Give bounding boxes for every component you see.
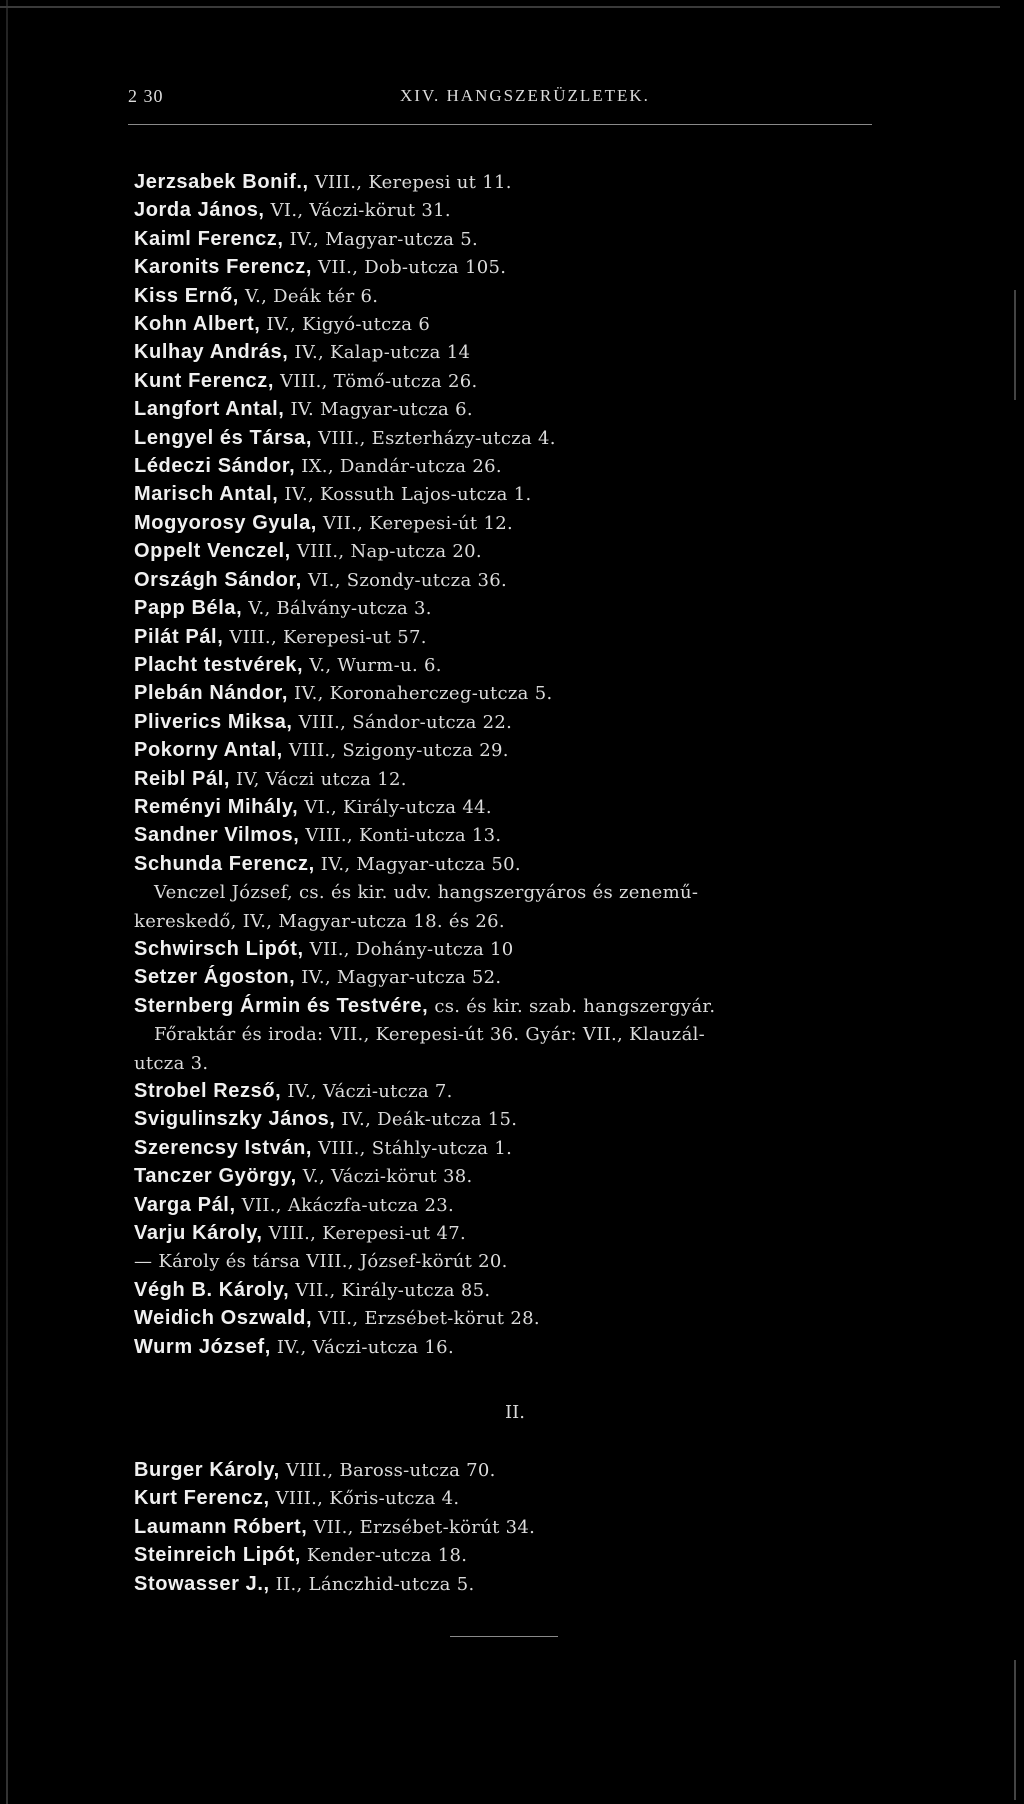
entry-name: Svigulinszky János, bbox=[134, 1108, 336, 1131]
directory-entry bbox=[134, 367, 914, 395]
directory-entry bbox=[134, 594, 914, 622]
directory-entry bbox=[134, 1162, 914, 1190]
entry-address: VIII., Kerepesi ut 11. bbox=[308, 172, 512, 193]
directory-entry bbox=[134, 1333, 914, 1361]
entry-name: Weidich Oszwald, bbox=[134, 1307, 313, 1330]
entry-address: VIII., Kerepesi-ut 47. bbox=[262, 1223, 467, 1245]
entry-name: Setzer Ágoston, bbox=[134, 966, 296, 989]
entry-name: Kohn Albert, bbox=[134, 313, 261, 336]
entry-name: Jorda János, bbox=[134, 199, 265, 222]
entry-address: IV., Kalap-utcza 14 bbox=[288, 342, 471, 364]
entry-address: IV., Koronaherczeg-utcza 5. bbox=[288, 683, 553, 705]
directory-entry bbox=[134, 509, 914, 537]
directory-entry bbox=[134, 992, 914, 1020]
directory-entry bbox=[134, 793, 914, 821]
entry-address: Kender-utcza 18. bbox=[300, 1545, 468, 1567]
entry-address: VII., Erzsébet-körut 28. bbox=[312, 1308, 540, 1330]
entry-name: Kulhay András, bbox=[134, 341, 289, 364]
header-rule bbox=[128, 124, 872, 125]
entry-address: VIII., Kőris-utcza 4. bbox=[269, 1488, 460, 1510]
directory-entry bbox=[134, 850, 914, 878]
directory-entry bbox=[134, 935, 914, 963]
entry-name: Pilát Pál, bbox=[134, 625, 224, 648]
entry-address: V., Deák tér 6. bbox=[238, 285, 379, 307]
entry-address: II., Lánczhid-utcza 5. bbox=[269, 1573, 475, 1595]
entry-address: VI., Váczi-körut 31. bbox=[264, 200, 451, 222]
directory-entry bbox=[134, 566, 914, 594]
entry-address: IV., Kossuth Lajos-utcza 1. bbox=[278, 484, 532, 506]
entry-name: Reményi Mihály, bbox=[134, 795, 299, 818]
directory-entry bbox=[134, 395, 914, 423]
directory-entry bbox=[134, 1219, 914, 1247]
entry-name: Reibl Pál, bbox=[134, 767, 231, 790]
entry-address: IV., Magyar-utcza 52. bbox=[295, 967, 502, 989]
scan-edge-top bbox=[0, 6, 1000, 8]
entry-address: VIII., Konti-utcza 13. bbox=[299, 825, 502, 847]
directory-entry bbox=[134, 338, 914, 366]
directory-entry bbox=[134, 679, 914, 707]
directory-entry bbox=[134, 907, 914, 935]
directory-entry bbox=[134, 878, 914, 906]
entry-address: V., Wurm-u. 6. bbox=[303, 654, 442, 676]
directory-entry bbox=[134, 1105, 914, 1133]
entry-address: VIII., Sándor-utcza 22. bbox=[292, 711, 513, 733]
entry-name: Varju Károly, bbox=[134, 1222, 263, 1245]
entry-address: IX., Dandár-utcza 26. bbox=[295, 456, 502, 478]
entry-name: Jerzsabek Bonif., bbox=[134, 171, 309, 193]
directory-entry bbox=[134, 1276, 914, 1304]
entry-address: IV. Magyar-utcza 6. bbox=[284, 399, 473, 421]
directory-entry bbox=[134, 1513, 914, 1541]
entry-name: Schwirsch Lipót, bbox=[134, 937, 304, 960]
entry-name: Kurt Ferencz, bbox=[134, 1487, 270, 1510]
entry-address: IV., Váczi-utcza 7. bbox=[281, 1081, 453, 1102]
entry-address: VIII., Tömő-utcza 26. bbox=[274, 370, 478, 392]
directory-entry bbox=[134, 1456, 914, 1484]
entry-name: Országh Sándor, bbox=[134, 568, 302, 591]
directory-entry bbox=[134, 963, 914, 991]
entry-address: VII., Király-utcza 85. bbox=[289, 1279, 491, 1301]
entry-address: VIII., Szigony-utcza 29. bbox=[282, 740, 509, 762]
entry-name: Szerencsy István, bbox=[134, 1136, 313, 1159]
entry-address: IV., Kigyó-utcza 6 bbox=[260, 314, 431, 336]
directory-entry bbox=[134, 1134, 914, 1162]
end-rule bbox=[450, 1636, 558, 1637]
entry-name: Langfort Antal, bbox=[134, 398, 285, 421]
entry-name: Strobel Rezső, bbox=[134, 1080, 282, 1102]
directory-entry bbox=[134, 424, 914, 452]
entry-address: utcza 3. bbox=[134, 1052, 209, 1074]
directory-entry bbox=[134, 651, 914, 679]
directory-entry bbox=[134, 1191, 914, 1219]
scan-edge-right-mark bbox=[1014, 290, 1016, 400]
entry-address: IV., Magyar-utcza 5. bbox=[283, 228, 479, 250]
entry-name: Lédeczi Sándor, bbox=[134, 455, 296, 478]
directory-entry bbox=[134, 1049, 914, 1077]
entry-name: Pokorny Antal, bbox=[134, 739, 283, 762]
directory-entry bbox=[134, 1077, 914, 1105]
entry-address: V., Bálvány-utcza 3. bbox=[242, 598, 432, 620]
entry-address: IV., Magyar-utcza 50. bbox=[314, 853, 521, 875]
directory-entry bbox=[134, 1570, 914, 1598]
directory-entry bbox=[134, 537, 914, 565]
directory-entry bbox=[134, 1541, 914, 1569]
entry-address: VIII., Eszterházy-utcza 4. bbox=[312, 427, 556, 449]
directory-entry bbox=[134, 1304, 914, 1332]
entry-name: Lengyel és Társa, bbox=[134, 426, 313, 449]
entry-name: Steinreich Lipót, bbox=[134, 1544, 301, 1567]
directory-entry bbox=[134, 821, 914, 849]
entry-address: kereskedő, IV., Magyar-utcza 18. és 26. bbox=[134, 910, 505, 932]
directory-entry bbox=[134, 196, 914, 224]
entry-address: IV., Deák-utcza 15. bbox=[335, 1109, 518, 1131]
section-numeral: II. bbox=[505, 1402, 525, 1423]
entry-name: Laumann Róbert, bbox=[134, 1515, 308, 1538]
entry-name: Pliverics Miksa, bbox=[134, 710, 293, 733]
entry-address: VIII., Baross-utcza 70. bbox=[279, 1460, 496, 1481]
entry-address: VIII., Stáhly-utcza 1. bbox=[312, 1137, 513, 1159]
entry-name: Marisch Antal, bbox=[134, 483, 279, 506]
directory-entry bbox=[134, 765, 914, 793]
entry-address: VI., Szondy-utcza 36. bbox=[301, 569, 508, 591]
entry-address: IV, Váczi utcza 12. bbox=[230, 768, 407, 790]
entry-name: Sandner Vilmos, bbox=[134, 824, 300, 847]
directory-entry bbox=[134, 282, 914, 310]
page-header bbox=[128, 86, 868, 116]
entry-name: Wurm József, bbox=[134, 1335, 271, 1358]
running-head: XIV. HANGSZERÜZLETEK. bbox=[400, 86, 650, 105]
entry-name: Schunda Ferencz, bbox=[134, 852, 315, 875]
entry-address: VII., Dohány-utcza 10 bbox=[303, 938, 514, 960]
entry-address: — Károly és társa VIII., József-körút 20. bbox=[134, 1251, 508, 1273]
entry-name: Plebán Nándor, bbox=[134, 682, 288, 705]
entry-address: VIII., Nap-utcza 20. bbox=[290, 541, 482, 563]
directory-entry bbox=[134, 310, 914, 338]
entry-name: Kunt Ferencz, bbox=[134, 369, 275, 392]
entry-address: VII., Akáczfa-utcza 23. bbox=[235, 1194, 455, 1216]
entry-name: Végh B. Károly, bbox=[134, 1278, 290, 1301]
entry-name: Placht testvérek, bbox=[134, 653, 304, 676]
entry-name: Oppelt Venczel, bbox=[134, 540, 291, 563]
entry-address: IV., Váczi-utcza 16. bbox=[270, 1336, 454, 1358]
directory-entry bbox=[134, 623, 914, 651]
entry-address: cs. és kir. szab. hangszergyár. bbox=[428, 995, 716, 1017]
entry-name: Stowasser J., bbox=[134, 1572, 270, 1595]
entry-name: Sternberg Ármin és Testvére, bbox=[134, 994, 429, 1017]
directory-entry bbox=[134, 225, 914, 253]
directory-entry bbox=[134, 708, 914, 736]
entry-address: Venczel József, cs. és kir. udv. hangszergyáros és zenemű- bbox=[154, 882, 699, 904]
entry-address: VII., Erzsébet-körút 34. bbox=[307, 1516, 536, 1538]
scan-edge-left bbox=[6, 0, 8, 1804]
scan-edge-right-mark-lower bbox=[1014, 1660, 1016, 1800]
directory-list-section-2 bbox=[134, 1456, 914, 1598]
entry-name: Varga Pál, bbox=[134, 1193, 236, 1216]
directory-entry bbox=[134, 480, 914, 508]
entry-name: Kaiml Ferencz, bbox=[134, 227, 284, 250]
directory-entry bbox=[134, 1484, 914, 1512]
entry-name: Mogyorosy Gyula, bbox=[134, 511, 317, 534]
entry-address: VII., Kerepesi-út 12. bbox=[316, 512, 513, 534]
entry-name: Tanczer György, bbox=[134, 1165, 297, 1188]
entry-name: Burger Károly, bbox=[134, 1459, 280, 1481]
directory-entry bbox=[134, 168, 914, 196]
directory-entry bbox=[134, 1020, 914, 1048]
directory-entry bbox=[134, 1247, 914, 1275]
entry-address: VIII., Kerepesi-ut 57. bbox=[223, 626, 427, 648]
entry-address: VII., Dob-utcza 105. bbox=[312, 257, 507, 279]
page-number: 2 30 bbox=[128, 86, 164, 106]
entry-name: Papp Béla, bbox=[134, 597, 243, 620]
entry-name: Kiss Ernő, bbox=[134, 284, 239, 307]
directory-entry bbox=[134, 736, 914, 764]
directory-entry bbox=[134, 253, 914, 281]
directory-entry bbox=[134, 452, 914, 480]
entry-address: VI., Király-utcza 44. bbox=[298, 796, 492, 818]
entry-address: Főraktár és iroda: VII., Kerepesi-út 36. Gyár: VII., Klauzál- bbox=[154, 1024, 706, 1046]
entry-name: Karonits Ferencz, bbox=[134, 256, 313, 279]
entry-address: V., Váczi-körut 38. bbox=[296, 1166, 473, 1188]
directory-list bbox=[134, 168, 914, 1361]
